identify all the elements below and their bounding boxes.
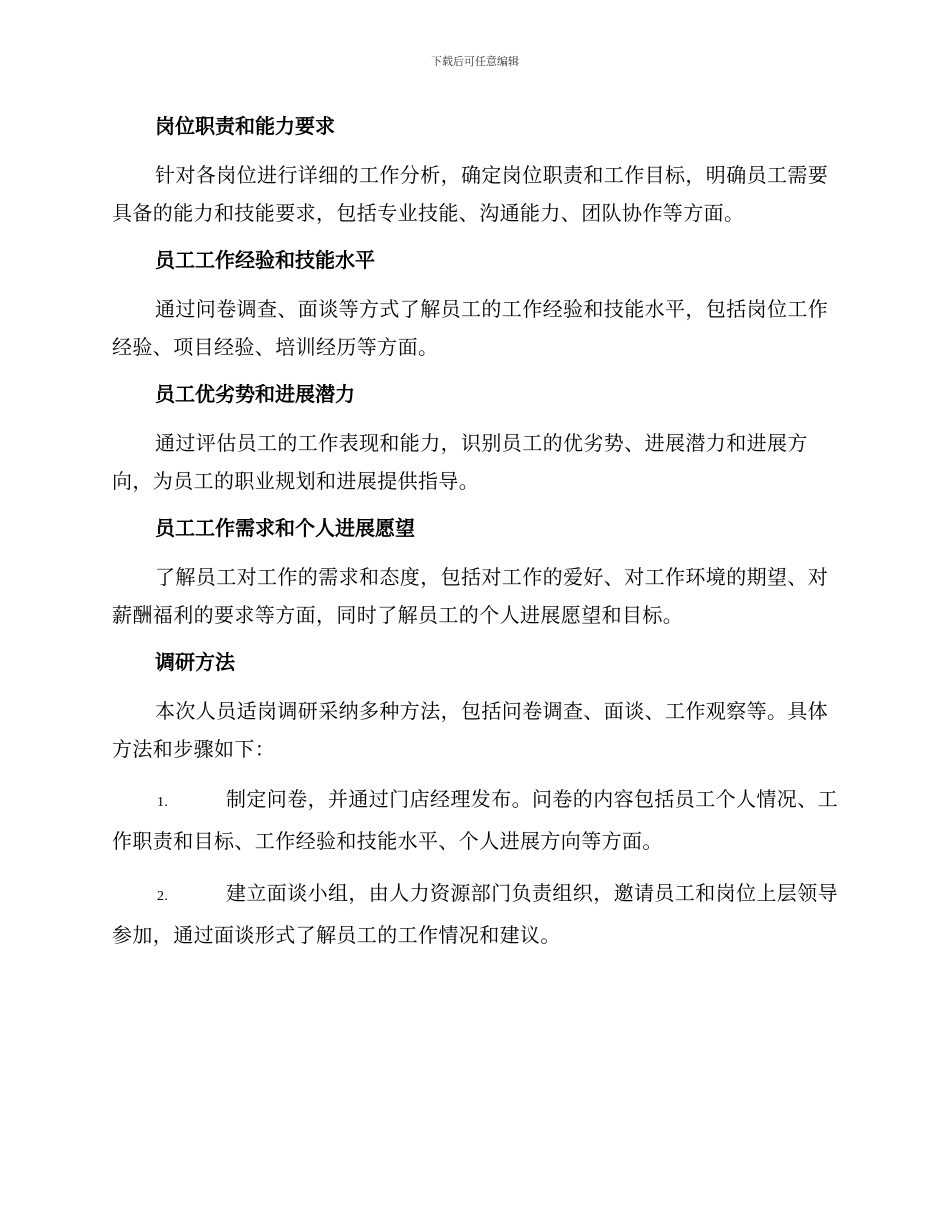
section-body-methods: 本次人员适岗调研采纳多种方法，包括问卷调查、面谈、工作观察等。具体方法和步骤如下： xyxy=(112,699,829,761)
list-item-step-2 xyxy=(112,874,838,954)
list-item-text: 制定问卷，并通过门店经理发布。问卷的内容包括员工个人情况、工作职责和目标、工作经验和技能水平、个人进展方向等方面。 xyxy=(112,787,838,853)
section-title-methods: 调研方法 xyxy=(155,650,235,674)
section-title-strengths: 员工优劣势和进展潜力 xyxy=(155,382,355,406)
page-header-note: 下载后可任意编辑 xyxy=(431,55,519,68)
section-title-needs: 员工工作需求和个人进展愿望 xyxy=(155,516,415,540)
list-number: 1. xyxy=(157,795,169,810)
section-body-strengths: 通过评估员工的工作表现和能力，识别员工的优劣势、进展潜力和进展方向，为员工的职业规划和进展提供指导。 xyxy=(112,431,808,493)
section-body-needs: 了解员工对工作的需求和态度，包括对工作的爱好、对工作环境的期望、对薪酬福利的要求等方面，同时了解员工的个人进展愿望和目标。 xyxy=(112,565,829,627)
list-item-step-1 xyxy=(112,780,838,860)
section-title-experience: 员工工作经验和技能水平 xyxy=(155,248,375,272)
list-item-text: 建立面谈小组，由人力资源部门负责组织，邀请员工和岗位上层领导参加，通过面谈形式了解员工的工作情况和建议。 xyxy=(112,881,838,947)
section-body-experience: 通过问卷调查、面谈等方式了解员工的工作经验和技能水平，包括岗位工作经验、项目经验、培训经历等方面。 xyxy=(112,297,829,359)
section-body-job-duties: 针对各岗位进行详细的工作分析，确定岗位职责和工作目标，明确员工需要具备的能力和技能要求，包括专业技能、沟通能力、团队协作等方面。 xyxy=(112,163,829,225)
list-number: 2. xyxy=(157,889,169,904)
section-title-job-duties: 岗位职责和能力要求 xyxy=(155,114,335,138)
document-body xyxy=(112,110,838,968)
